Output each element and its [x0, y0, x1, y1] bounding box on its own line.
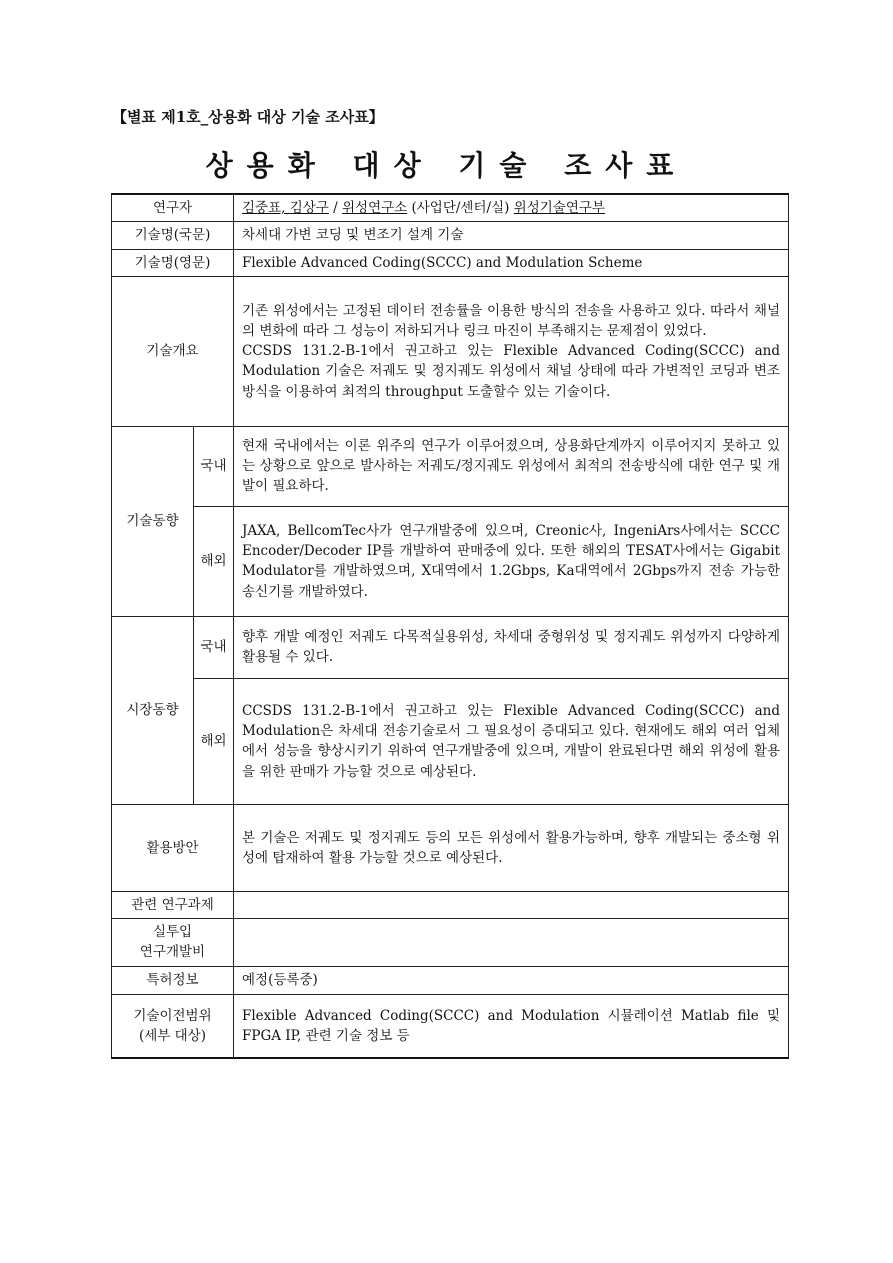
researcher-division: 위성기술연구부: [513, 200, 605, 216]
label-researcher: 연구자: [112, 194, 234, 222]
row-researcher: [112, 194, 789, 222]
label-related-project: 관련 연구과제: [112, 891, 234, 918]
label-tech-name-en: 기술명(영문): [112, 249, 234, 276]
label-application: 활용방안: [112, 804, 234, 891]
row-tech-name-en: [112, 249, 789, 276]
row-related-project: [112, 891, 789, 918]
value-tech-name-en: Flexible Advanced Coding(SCCC) and Modulation Scheme: [234, 249, 789, 276]
label-rd-cost: [112, 919, 234, 967]
value-overview: [234, 276, 789, 426]
value-rd-cost: [234, 919, 789, 967]
researcher-unit-hint: (사업단/센터/실): [407, 200, 514, 216]
overview-paragraph-1: 기존 위성에서는 고정된 데이터 전송률을 이용한 방식의 전송을 사용하고 있다. 따라서 채널의 변화에 따라 그 성능이 저하되거나 링크 마진이 부족해지는 문제점이 있었다.: [242, 302, 780, 339]
label-patent: 특허정보: [112, 966, 234, 994]
label-market-trend: 시장동향: [112, 616, 194, 804]
row-transfer-scope: [112, 994, 789, 1058]
overview-paragraph-2: CCSDS 131.2-B-1에서 권고하고 있는 Flexible Advanced Coding(SCCC) and Modulation 기술은 저궤도 및 정지궤도 위성에서 채널 상태에 따라 가변적인 코딩과 변조방식을 이용하여 최적의 throughput 도출할수 있는 기술이다.: [242, 343, 780, 400]
researcher-names: 김중표, 김상구: [242, 200, 329, 216]
label-tech-trend-domestic: 국내: [194, 426, 234, 506]
label-rd-cost-line1: 실투입: [152, 924, 193, 940]
label-market-trend-overseas: 해외: [194, 678, 234, 804]
value-application: 본 기술은 저궤도 및 정지궤도 등의 모든 위성에서 활용가능하며, 향후 개발되는 중소형 위성에 탑재하여 활용 가능할 것으로 예상된다.: [234, 804, 789, 891]
row-application: [112, 804, 789, 891]
row-tech-trend-overseas: [112, 506, 789, 616]
value-tech-name-kr: 차세대 가변 코딩 및 변조기 설계 기술: [234, 222, 789, 249]
researcher-separator: /: [328, 200, 342, 216]
label-market-trend-domestic: 국내: [194, 616, 234, 678]
label-overview: 기술개요: [112, 276, 234, 426]
document-label: 【별표 제1호_상용화 대상 기술 조사표】: [112, 108, 384, 126]
label-rd-cost-line2: 연구개발비: [139, 944, 206, 961]
label-transfer-scope: [112, 994, 234, 1058]
row-market-trend-overseas: [112, 678, 789, 804]
researcher-institute: 위성연구소: [341, 200, 408, 216]
value-related-project: [234, 891, 789, 918]
row-patent: [112, 966, 789, 994]
survey-table: [111, 193, 789, 1059]
row-market-trend-domestic: [112, 616, 789, 678]
row-rd-cost: [112, 919, 789, 967]
value-tech-trend-domestic: 현재 국내에서는 이론 위주의 연구가 이루어졌으며, 상용화단계까지 이루어지지 못하고 있는 상황으로 앞으로 발사하는 저궤도/정지궤도 위성에서 최적의 전송방식에 대한 연구 및 개발이 필요하다.: [234, 426, 789, 506]
row-overview: [112, 276, 789, 426]
label-transfer-scope-line1: 기술이전범위: [133, 1007, 212, 1024]
value-transfer-scope: Flexible Advanced Coding(SCCC) and Modulation 시뮬레이션 Matlab file 및 FPGA IP, 관련 기술 정보 등: [234, 994, 789, 1058]
row-tech-trend-domestic: [112, 426, 789, 506]
value-researcher: [234, 194, 789, 222]
value-market-trend-domestic: 향후 개발 예정인 저궤도 다목적실용위성, 차세대 중형위성 및 정지궤도 위성까지 다양하게 활용될 수 있다.: [234, 616, 789, 678]
value-patent: 예정(등록중): [234, 966, 789, 994]
value-tech-trend-overseas: JAXA, BellcomTec사가 연구개발중에 있으며, Creonic사, IngeniArs사에서는 SCCC Encoder/Decoder IP를 개발하여 판매중에 있다. 또한 해외의 TESAT사에서는 Gigabit Modulator를 개발하였으며, X대역에서 1.2Gbps, Ka대역에서 2Gbps까지 전송 가능한 송신기를 개발하였다.: [234, 506, 789, 616]
label-tech-trend-overseas: 해외: [194, 506, 234, 616]
row-tech-name-kr: [112, 222, 789, 249]
label-tech-name-kr: 기술명(국문): [112, 222, 234, 249]
document-title: 상용화 대상 기술 조사표: [205, 149, 688, 182]
label-tech-trend: 기술동향: [112, 426, 194, 616]
label-transfer-scope-line2: (세부 대상): [139, 1027, 206, 1044]
value-market-trend-overseas: CCSDS 131.2-B-1에서 권고하고 있는 Flexible Advanced Coding(SCCC) and Modulation은 차세대 전송기술로서 그 필요성이 증대되고 있다. 현재에도 해외 여러 업체에서 성능을 향상시키기 위하여 연구개발중에 있으며, 개발이 완료된다면 해외 위성에 활용을 위한 판매가 가능할 것으로 예상된다.: [234, 678, 789, 804]
